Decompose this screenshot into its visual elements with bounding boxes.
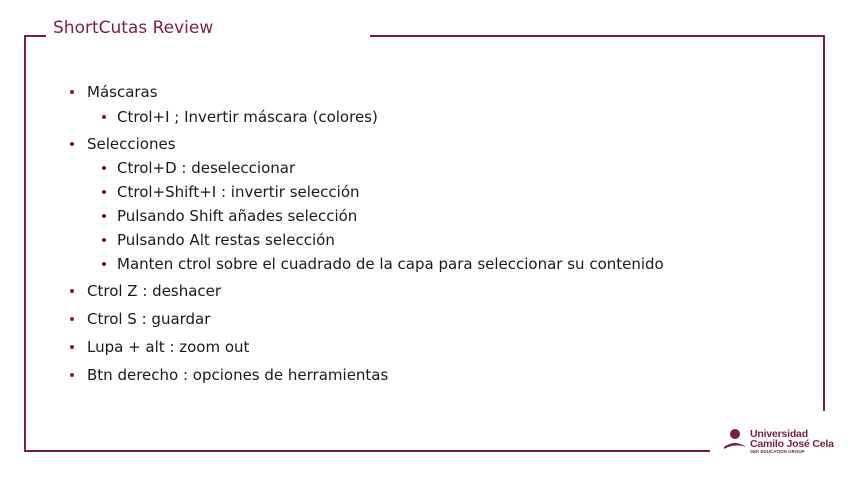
frame-top-left (24, 35, 46, 37)
sub-list-item (70, 183, 770, 201)
bullet-icon (102, 238, 106, 242)
list-item (70, 310, 770, 328)
list-item-text: Máscaras (87, 83, 158, 101)
list-item-text: Selecciones (87, 135, 176, 153)
sub-list-item (70, 159, 770, 177)
frame-top-right (370, 35, 825, 37)
sub-list-item-text: Ctrol+D : deseleccionar (117, 159, 296, 177)
sub-list-item (70, 207, 770, 225)
bullet-list (70, 83, 770, 384)
logo-line-1: Universidad (750, 428, 808, 440)
list-item-text: Ctrol Z : deshacer (87, 282, 222, 300)
sub-list-item-text: Ctrol+Shift+I : invertir selección (117, 183, 360, 201)
list-item (70, 366, 770, 384)
bullet-icon (70, 142, 74, 146)
logo-line-3: SEK EDUCATION GROUP (750, 449, 805, 454)
logo-figure-icon (722, 427, 748, 453)
frame-left (24, 35, 26, 452)
list-item (70, 338, 770, 356)
list-item (70, 282, 770, 300)
list-item-text: Lupa + alt : zoom out (87, 338, 250, 356)
bullet-icon (70, 345, 74, 349)
bullet-icon (70, 373, 74, 377)
sub-list-item (70, 255, 770, 273)
bullet-icon (70, 317, 74, 321)
logo-line-2: Camilo José Cela (750, 438, 834, 450)
university-logo (722, 426, 834, 454)
sub-list-item-text: Pulsando Alt restas selección (117, 231, 335, 249)
list-item (70, 135, 770, 153)
list-item-text: Btn derecho : opciones de herramientas (87, 366, 389, 384)
bullet-icon (102, 262, 106, 266)
bullet-icon (70, 90, 74, 94)
bullet-icon (70, 289, 74, 293)
sub-list-item-text: Pulsando Shift añades selección (117, 207, 358, 225)
frame-right (823, 35, 825, 411)
frame-bottom (24, 450, 710, 452)
bullet-icon (102, 214, 106, 218)
slide-title: ShortCutas Review (53, 18, 214, 38)
sub-list-item (70, 108, 770, 126)
sub-list-item (70, 231, 770, 249)
list-item (70, 83, 770, 101)
bullet-icon (102, 115, 106, 119)
bullet-icon (102, 190, 106, 194)
list-item-text: Ctrol S : guardar (87, 310, 211, 328)
sub-list-item-text: Manten ctrol sobre el cuadrado de la capa para seleccionar su contenido (117, 255, 664, 273)
bullet-icon (102, 166, 106, 170)
sub-list-item-text: Ctrol+I ; Invertir máscara (colores) (117, 108, 378, 126)
